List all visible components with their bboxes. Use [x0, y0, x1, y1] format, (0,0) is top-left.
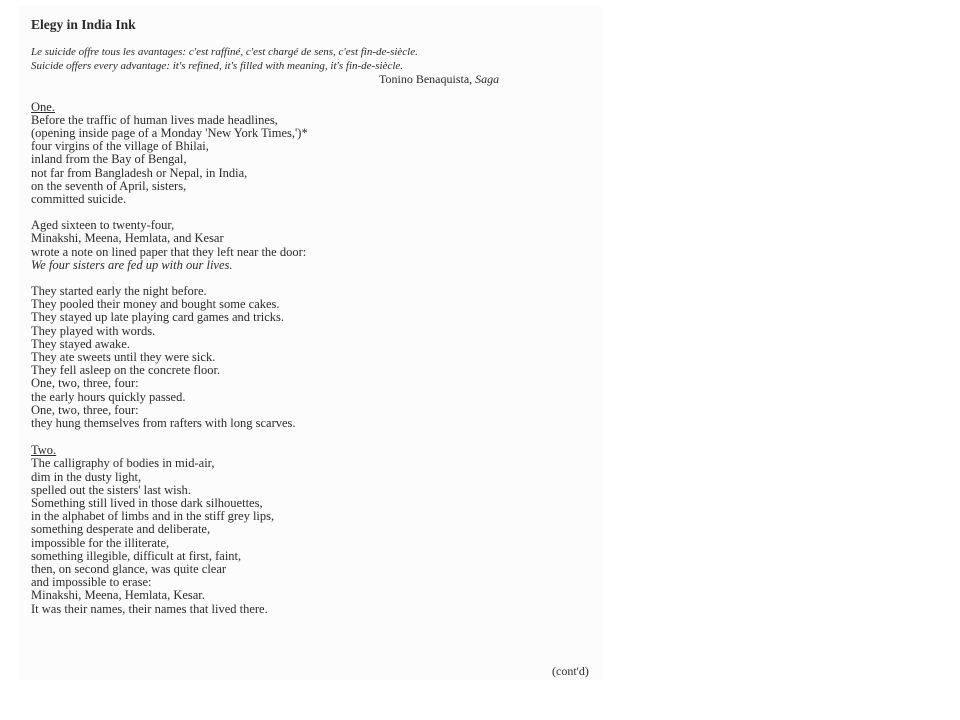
- poem-line: and impossible to erase:: [31, 575, 152, 590]
- epigraph-french: Le suicide offre tous les avantages: c'est raffiné, c'est chargé de sens, c'est fin-de-siècle.: [31, 46, 418, 58]
- poem-line: Before the traffic of human lives made headlines,: [31, 112, 278, 127]
- epigraph-english: Suicide offers every advantage: it's refined, it's filled with meaning, it's fin-de-siècle.: [31, 59, 404, 72]
- poem-line: They ate sweets until they were sick.: [31, 349, 216, 364]
- poem-line: impossible for the illiterate,: [31, 535, 170, 550]
- poem-line: inland from the Bay of Bengal,: [31, 152, 187, 167]
- poem-line: something desperate and deliberate,: [31, 522, 211, 537]
- poem-title: Elegy in India Ink: [31, 17, 136, 32]
- epigraph-attribution: [31, 73, 591, 87]
- poem-line: They stayed awake.: [31, 336, 130, 351]
- stanza: [31, 285, 591, 430]
- poem-line: committed suicide.: [31, 191, 127, 206]
- poem-line: One, two, three, four:: [31, 376, 139, 391]
- poem-body: [31, 16, 591, 616]
- poem-line: not far from Bangladesh or Nepal, in India,: [31, 165, 248, 180]
- document-page: [18, 6, 602, 680]
- poem-line: They started early the night before.: [31, 283, 207, 298]
- epigraph-author: Tonino Benaquista,: [379, 72, 476, 86]
- poem-line: Aged sixteen to twenty-four,: [31, 218, 175, 233]
- poem-line: dim in the dusty light,: [31, 469, 142, 484]
- poem-line: They stayed up late playing card games and tricks.: [31, 310, 285, 325]
- stanza: [31, 457, 591, 615]
- poem-line: We four sisters are fed up with our lives.: [31, 257, 233, 272]
- section-two-heading: Two.: [31, 443, 57, 458]
- poem-line: in the alphabet of limbs and in the stiff grey lips,: [31, 509, 275, 524]
- poem-line: They pooled their money and bought some cakes.: [31, 297, 280, 312]
- poem-line: They fell asleep on the concrete floor.: [31, 363, 221, 378]
- epigraph-work: Saga: [475, 72, 500, 86]
- continued-marker: (cont'd): [552, 664, 589, 678]
- poem-line: on the seventh of April, sisters,: [31, 178, 187, 193]
- poem-line: something illegible, difficult at first, faint,: [31, 548, 242, 563]
- section-one-heading: One.: [31, 99, 55, 114]
- poem-line: spelled out the sisters' last wish.: [31, 482, 191, 497]
- stanza: [31, 219, 591, 272]
- poem-line: Minakshi, Meena, Hemlata, and Kesar: [31, 231, 224, 246]
- poem-line: One, two, three, four:: [31, 402, 139, 417]
- poem-line: The calligraphy of bodies in mid-air,: [31, 456, 215, 471]
- poem-line: they hung themselves from rafters with long scarves.: [31, 415, 296, 430]
- poem-line: Something still lived in those dark silhouettes,: [31, 495, 263, 510]
- poem-line: the early hours quickly passed.: [31, 389, 186, 404]
- poem-line: four virgins of the village of Bhilai,: [31, 139, 209, 154]
- poem-line: They played with words.: [31, 323, 156, 338]
- poem-line: (opening inside page of a Monday 'New York Times,')*: [31, 125, 308, 140]
- poem-line: then, on second glance, was quite clear: [31, 562, 227, 576]
- poem-line: It was their names, their names that lived there.: [31, 601, 268, 616]
- poem-line: wrote a note on lined paper that they left near the door:: [31, 244, 307, 259]
- poem-line: Minakshi, Meena, Hemlata, Kesar.: [31, 588, 205, 603]
- stanza: [31, 114, 591, 206]
